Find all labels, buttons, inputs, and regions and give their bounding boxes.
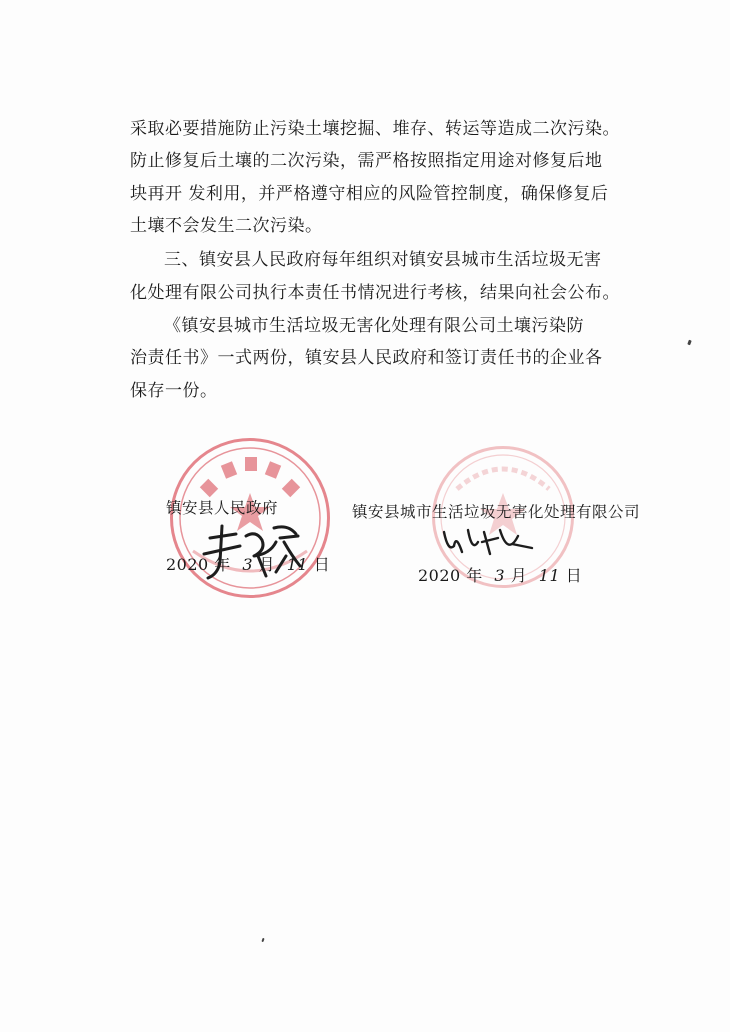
- company-date-day: 11: [538, 566, 561, 585]
- government-sign-date: [166, 554, 330, 576]
- paragraph-line-4: 土壤不会发生二次污染。: [130, 216, 323, 236]
- company-date-day-unit: 日: [565, 566, 583, 585]
- section-three-line-2: 化处理有限公司执行本责任书情况进行考核，结果向社会公布。: [130, 283, 620, 303]
- company-handwritten-signature: [438, 522, 538, 562]
- government-date-year: 2020 年: [166, 555, 231, 574]
- closing-line-2: 治责任书》一式两份，镇安县人民政府和签订责任书的企业各: [130, 348, 603, 368]
- company-signatory-label: 镇安县城市生活垃圾无害化处理有限公司: [352, 503, 641, 521]
- paragraph-line-2: 防止修复后土壤的二次污染，需严格按照指定用途对修复后地: [130, 151, 603, 171]
- section-three-line-1: 三、镇安县人民政府每年组织对镇安县城市生活垃圾无害: [164, 250, 602, 270]
- scan-speck: [687, 340, 692, 346]
- scan-speck: [261, 938, 264, 942]
- government-date-day: 11: [286, 555, 309, 574]
- company-date-month: 3: [494, 566, 506, 585]
- government-date-month: 3: [242, 555, 254, 574]
- government-signatory-label: 镇安县人民政府: [166, 499, 279, 517]
- closing-line-3: 保存一份。: [130, 381, 218, 401]
- government-date-day-unit: 日: [313, 555, 331, 574]
- company-date-month-unit: 月: [510, 566, 528, 585]
- paragraph-line-1: 采取必要措施防止污染土壤挖掘、堆存、转运等造成二次污染。: [130, 119, 620, 139]
- closing-line-1: 《镇安县城市生活垃圾无害化处理有限公司土壤污染防: [164, 316, 584, 336]
- company-date-year: 2020 年: [418, 566, 483, 585]
- paragraph-line-3: 块再开 发利用，并严格遵守相应的风险管控制度，确保修复后: [130, 184, 609, 204]
- company-sign-date: [418, 565, 582, 587]
- government-date-month-unit: 月: [258, 555, 276, 574]
